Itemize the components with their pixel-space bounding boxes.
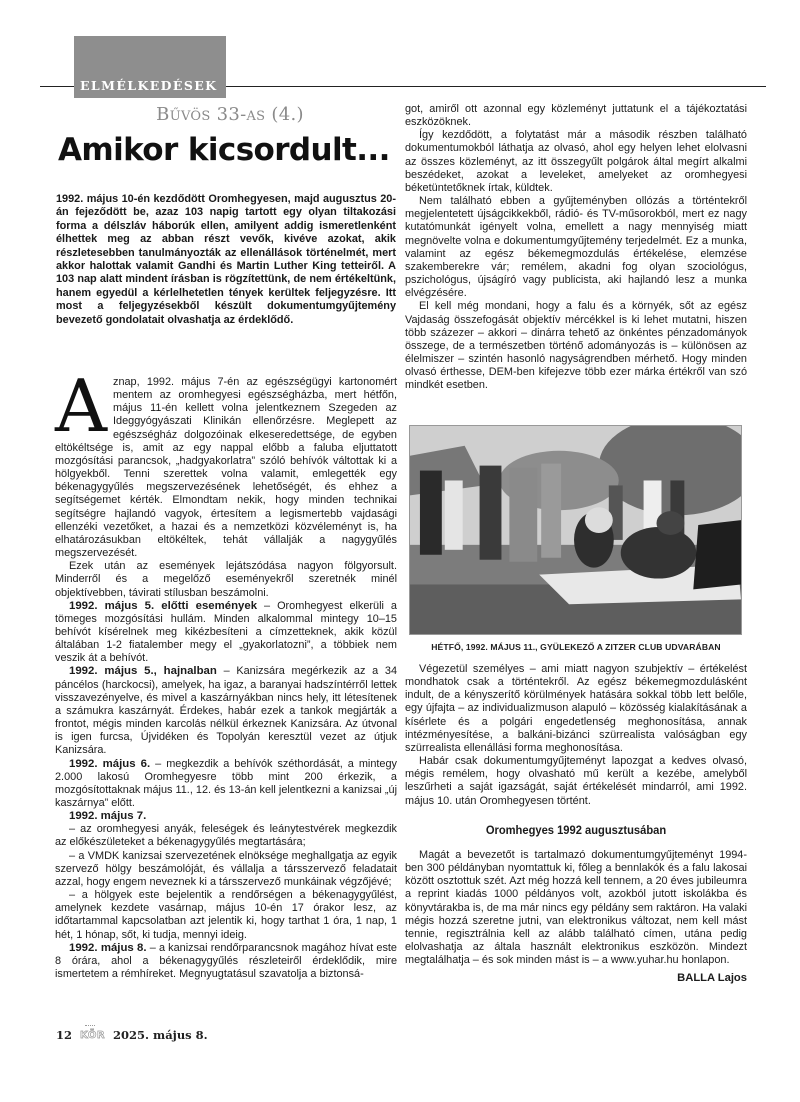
crowd-photo-illustration	[410, 426, 741, 634]
page-footer	[56, 1028, 208, 1042]
body-paragraph: Így kezdődött, a folytatást már a második részben található dokumentumokból láthatja az olvasó, ahol egy helyen lehet elolvasni az összes közleményt, az itt összegyűlt polgárok által megírt alkalmi beszédeket, azokat a leveleket, amelyeket az oromhegyesi béketüntetőknek írtak, küldtek.	[405, 129, 747, 194]
kor-logo-icon: KÖR	[80, 1029, 106, 1041]
event-entry: 1992. május 5. előtti események – Oromhegyest elkerüli a tömeges mozgósítási hullám. Minden alkalommal mintegy 10–15 behívót kísérelnek meg kikézbesíteni a címzetteknek, akik közül általában 1-2 fiatalember megy el „gyakorlatozni”, a többiek nem veszik át a behívót.	[55, 599, 397, 665]
body-paragraph: Végezetül személyes – ami miatt nagyon szubjektív – értékelést mondhatok csak a történtekről. Az egész békemegmozdulásként indult, de a kényszerítő körülmények hatására sokkal több lett belőle, egy újfajta – az individualizmuson alapuló – közösség kialakításának a kísérlete és a polgári engedetlenség meghonosítása, annak intézményesítése, a balkáni-bizánci szürrealista valóságban egy szürrealista ellenállási forma meghonosítása.	[405, 663, 747, 754]
event-item: – a hölgyek este bejelentik a rendőrségen a békenagygyűlést, amelynek kezdete vasárnap, május 10-én 17 órakor lesz, az időtartammal kapcsolatban azt jelentik ki, hogy tarthat 1 óra, 1 nap, 1 hét, 1 hónap, sőt, ki tudja, mennyi ideig.	[55, 889, 397, 941]
body-paragraph: Habár csak dokumentumgyűjteményt lapozgat a kedves olvasó, mégis remélem, hogy olvasható mű került a kezébe, amelyből leszűrheti a saját igazságát, saját értékelését mindarról, ami 1992. május 10. után Oromhegyesen történt.	[405, 755, 747, 807]
event-date: 1992. május 5. előtti események	[69, 599, 258, 612]
author-signature: BALLA Lajos	[677, 972, 747, 985]
right-column-top	[405, 103, 747, 392]
drop-cap: A	[55, 364, 107, 448]
event-date: 1992. május 5., hajnalban	[69, 665, 217, 678]
event-item: – az oromhegyesi anyák, feleségek és leánytestvérek megkezdik az előkészületeket a békenagygyűlés megtartására;	[55, 823, 397, 849]
header-rule-left	[40, 86, 74, 87]
article-kicker: Bűvös 33-as (4.)	[156, 104, 304, 125]
left-column	[55, 364, 398, 981]
body-paragraph: Magát a bevezetőt is tartalmazó dokumentumgyűjteményt 1994-ben 300 példányban nyomtattuk ki, főleg a bennlakók és a falu lakosai között osztottuk szét. Azt még hozzá kell tennem, a 20 éves jubileumra a reprint kiadás 1000 példányos volt, azokból jutott iskolákba és könyvtárakba is, de ma már nincs egy példány sem raktáron. Ha valaki mégis hozzá szeretne jutni, van elektronikus változat, nem kell mást tennie, regisztrálnia kell az alább található címen, utána pedig elolvashatja az általa használt elektronikus eszközön. Mindezt megtalálhatja – és sok minden mást is – a www.yuhar.hu honlapon.	[405, 848, 747, 967]
event-entry	[55, 810, 397, 823]
body-paragraph: Ezek után az események lejátszódása nagyon fölgyorsult. Minderről és a megelőző eseményekről szeretnék minél objektívebben, távirati stílusban beszámolni.	[55, 560, 397, 599]
event-date: 1992. május 6.	[69, 757, 151, 770]
event-date: 1992. május 8.	[69, 941, 147, 954]
issue-date: 2025. május 8.	[113, 1028, 208, 1042]
header-rule-right	[226, 86, 766, 87]
article-title: Amikor kicsordult...	[58, 132, 390, 168]
article-lead: 1992. május 10-én kezdődött Oromhegyesen, majd augusztus 20-án fejeződött be, azaz 103 napig tartott egy olyan tiltakozási forma a délszláv háborúk ellen, amilyent addig ismeretlenként élhettek meg az abban részt vevők, kivéve azokat, akik részletesebben tanulmányozták az ellenállások történelmét, mert akkor halottak valamit Gandhi és Martin Luther King tetteiről. A 103 nap alatt mindent írásban is rögzítettünk, de nem értékeltünk, hanem egyedül a kérlelhetetlen tények kerültek feljegyzésre. Itt most a feljegyzésekből készült dokumentumgyűjtemény bevezető gondolatait olvashatja az érdeklődő.	[56, 193, 396, 326]
body-paragraph: got, amiről ott azonnal egy közleményt juttatunk el a tájékoztatási eszközöknek.	[405, 103, 747, 129]
photo-caption: HÉTFŐ, 1992. MÁJUS 11., GYÜLEKEZŐ A ZITZER CLUB UDVARÁBAN	[431, 642, 721, 652]
right-column-bottom	[405, 663, 747, 985]
page-number: 12	[56, 1028, 73, 1042]
event-entry: 1992. május 8. – a kanizsai rendőrparancsnok magához hívat este 8 órára, ahol a békenagygyűlés részleteiről érdeklődik, mire ismertetem a rémhíreket. Megnyugtatásul szavatolja a biztonsá-	[55, 941, 397, 981]
event-entry: 1992. május 5., hajnalban – Kanizsára megérkezik az a 34 páncélos (harckocsi), amelyek, ha igaz, a baranyai hadszíntérről lettek visszavezényelve, és mivel a kaszárnyákban nincs hely, itt létesítenek a számukra kaszárnyát. Érdekes, habár ezek a tankok megjárták a frontot, mégis minden karcolás nélkül érkeznek Kanizsára. Az útvonal is igen furcsa, Újvidéken és Topolyán keresztül vezet az útjuk Kanizsára.	[55, 665, 398, 757]
body-paragraph: Nem található ebben a gyűjteményben ollózás a történtekről megjelentetett újságcikkekből, rádió- és TV-műsorokból, mert ez nagy kutatómunkát igényelt volna, emellett a nagy mennyiség miatt megnövelte volna e dokumentumgyűjtemény terjedelmét. Ez a munka, valamint az egész békemegmozdulás értékelése, elemzése szakemberekre vár; remélem, akadni fog olyan szociológus, pszichológus, újságíró vagy publicista, aki hajlandó lesz a munka elvégzésére.	[405, 195, 747, 300]
body-paragraph: El kell még mondani, hogy a falu és a környék, sőt az egész Vajdaság összefogását objektív mércékkel is ki lehet mutatni, hiszen több százezer – akkori – dinárra tehető az önkéntes pénzadományok összege, de a természetben történő adományozás is – különösen az élelmiszer – szintén hasonló nagyságrendben mérhető. Hogy minden olvasó érthesse, DEM-ben kifejezve több ezer márka értékről van szó mindkét esetben.	[405, 300, 747, 392]
section-label: ELMÉLKEDÉSEK	[80, 78, 218, 93]
body-paragraph: Aznap, 1992. május 7-én az egészségügyi kartonomért mentem az oromhegyesi egészségházba, mert hétfőn, május 11-én kellett volna jelentkeznem Szegeden az Ideggyógyászati Klinikán ellenőrzésre. Meglepett az egészségház dolgozóinak elkeseredettsége, de egyben eltökéltsége is, amit az egy nappal előbb a faluba eljuttatott mozgósítási parancsok, „hadgyakorlatra” szóló behívók váltottak ki a hölgyekből. Tenni szerettek volna valamit, emlegették egy békenagygyűlés megszervezésének lehetőségét, és ehhez a segítségemet kérték. Elmondtam nekik, hogy minden technikai segítségre hajlandó vagyok, értesítem a legismertebb vajdasági ellenzéki vezetőket, a hazai és a nemzetközi közvéleményt is, ha elhatározásukban eltökéltek, tehát vállalják a nagygyűlés megszervezését.	[55, 364, 397, 560]
subheading: Oromhegyes 1992 augusztusában	[485, 822, 667, 837]
event-item: – a VMDK kanizsai szervezetének elnöksége meghallgatja az egyik szervező hölgy beszámolóját, és vállalja a társszervező feladatait azzal, hogy engem neveznek ki a társszervező munkáinak végzőjévé;	[55, 849, 397, 888]
article-photo	[409, 425, 742, 635]
event-entry: 1992. május 6. – megkezdik a behívók széthordását, a mintegy 2.000 lakosú Oromhegyesre több mint 200 érkezik, a mozgósítottaknak május 11., 12. és 13-án kell jelentkezni a kanizsai „új kaszárnya” előtt.	[55, 757, 397, 809]
event-date: 1992. május 7.	[69, 810, 147, 823]
